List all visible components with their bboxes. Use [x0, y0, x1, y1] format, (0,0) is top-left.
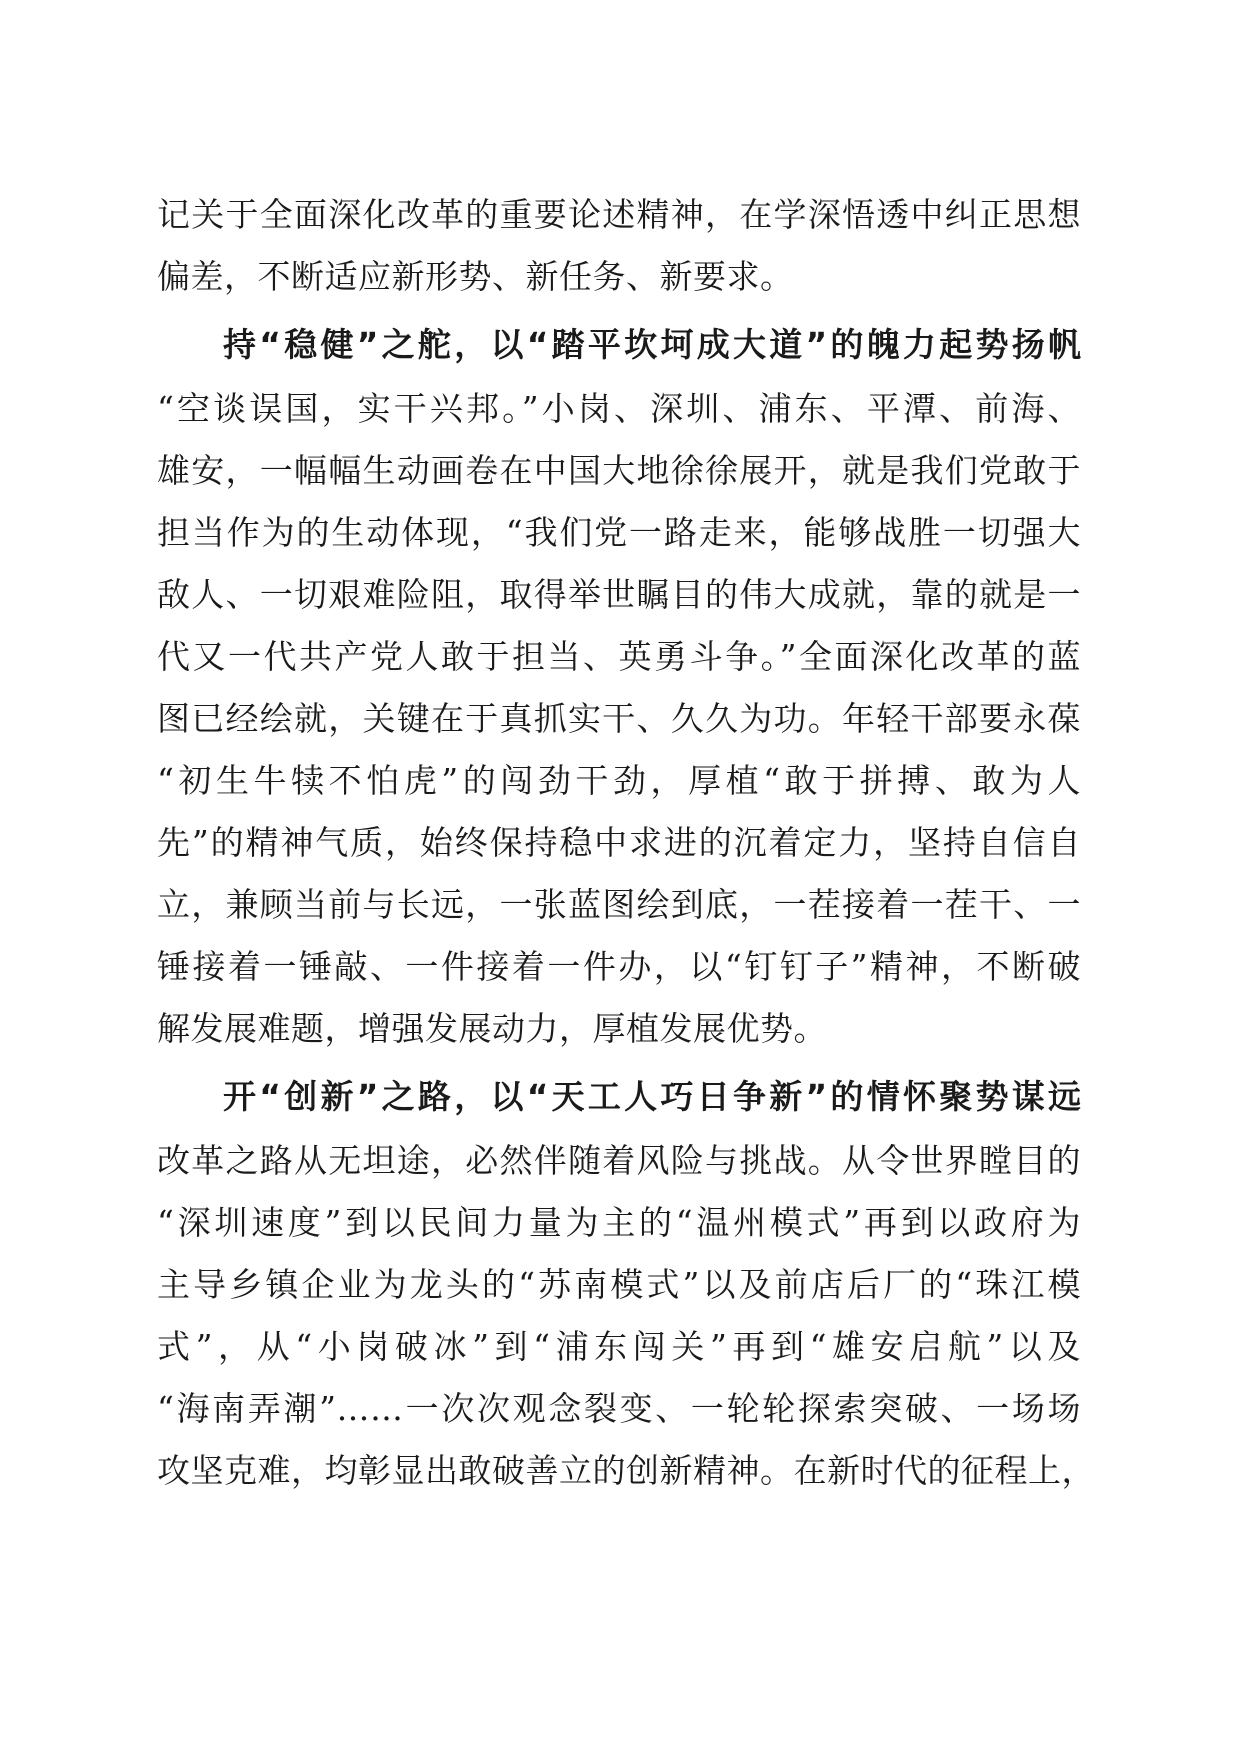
- text-line: 图已经绘就，关键在于真抓实干、久久为功。年轻干部要永葆: [157, 699, 1081, 738]
- text-line: 偏差，不断适应新形势、新任务、新要求。: [157, 257, 794, 296]
- text-line: “海南弄潮”……一次次观念裂变、一轮轮探索突破、一场场: [157, 1389, 1081, 1428]
- paragraph-2: [157, 378, 1081, 1060]
- document-body: [157, 184, 1095, 1502]
- text-line: 式”，从“小岗破冰”到“浦东闯关”再到“雄安启航”以及: [157, 1327, 1081, 1366]
- text-line: 改革之路从无坦途，必然伴随着风险与挑战。从令世界瞠目的: [157, 1141, 1081, 1180]
- text-line: “空谈误国，实干兴邦。”小岗、深圳、浦东、平潭、前海、: [157, 389, 1081, 428]
- paragraph-3: [157, 1130, 1095, 1502]
- text-line: “深圳速度”到以民间力量为主的“温州模式”再到以政府为: [157, 1203, 1081, 1242]
- text-line: 先”的精神气质，始终保持稳中求进的沉着定力，坚持自信自: [157, 823, 1081, 862]
- section-heading-steady: 持“稳健”之舵，以“踏平坎坷成大道”的魄力起势扬帆: [223, 325, 1081, 364]
- text-line: 敌人、一切艰难险阻，取得举世瞩目的伟大成就，靠的就是一: [157, 575, 1081, 614]
- text-line: “初生牛犊不怕虎”的闯劲干劲，厚植“敢于拼搏、敢为人: [157, 761, 1081, 800]
- text-line: 记关于全面深化改革的重要论述精神，在学深悟透中纠正思想: [157, 195, 1081, 234]
- text-line: 主导乡镇企业为龙头的“苏南模式”以及前店后厂的“珠江模: [157, 1265, 1081, 1304]
- text-line: 代又一代共产党人敢于担当、英勇斗争。”全面深化改革的蓝: [157, 637, 1081, 676]
- section-heading-innovation: 开“创新”之路，以“天工人巧日争新”的情怀聚势谋远: [223, 1077, 1081, 1116]
- text-line: 解发展难题，增强发展动力，厚植发展优势。: [157, 1009, 827, 1048]
- text-line: 雄安，一幅幅生动画卷在中国大地徐徐展开，就是我们党敢于: [157, 451, 1081, 490]
- text-line: 担当作为的生动体现，“我们党一路走来，能够战胜一切强大: [157, 513, 1081, 552]
- text-line: 立，兼顾当前与长远，一张蓝图绘到底，一茬接着一茬干、一: [157, 885, 1081, 924]
- text-line: 攻坚克难，均彰显出敢破善立的创新精神。在新时代的征程上，: [157, 1451, 1095, 1490]
- text-line: 锤接着一锤敲、一件接着一件办，以“钉钉子”精神，不断破: [157, 947, 1081, 986]
- paragraph-1: [157, 184, 1081, 308]
